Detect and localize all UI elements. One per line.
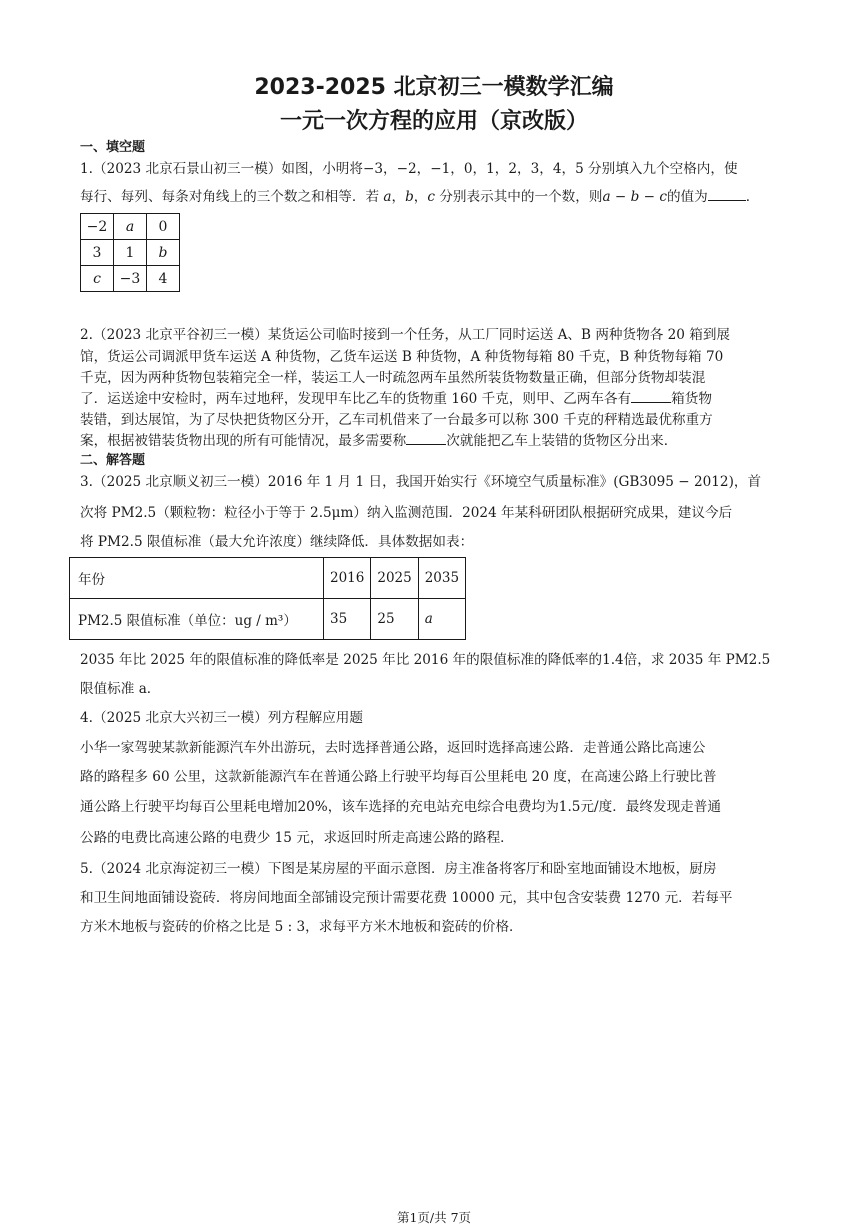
q1-text-mid: 分别表示其中的一个数，则 bbox=[435, 189, 603, 205]
q2-line2: 馆，货运公司调派甲货车运送 A 种货物，乙货车运送 B 种货物，A 种货物每箱 80 千克，B 种货物每箱 70 bbox=[80, 349, 724, 365]
q4-line1: 4.（2025 北京大兴初三一模）列方程解应用题 bbox=[80, 710, 363, 726]
q2-line5: 装错，到达展馆，为了尽快把货物区分开，乙车司机借来了一台最多可以称 300 千克的秤精选最优称重方 bbox=[80, 412, 713, 428]
q5-line3: 方米木地板与瓷砖的价格之比是 5 : 3，求每平方米木地板和瓷砖的价格． bbox=[80, 919, 523, 935]
q1-var-a: a bbox=[383, 189, 392, 205]
q2-line4 bbox=[80, 387, 712, 407]
q1-var-b: b bbox=[405, 189, 414, 205]
table-year: 2016 bbox=[324, 558, 371, 599]
q3-line1: 3.（2025 北京顺义初三一模）2016 年 1 月 1 日，我国开始实行《环境空气质量标准》(GB3095 − 2012)，首 bbox=[80, 474, 762, 490]
q2-line4-text: 了．运送途中安检时，两车过地秤，发现甲车比乙车的货物重 160 千克，则甲、乙两车各有 bbox=[80, 391, 632, 407]
doc-title-line2: 一元一次方程的应用（京改版） bbox=[279, 109, 588, 134]
page-footer: 第1页/共 7页 bbox=[396, 1210, 472, 1225]
pm25-table bbox=[69, 557, 466, 640]
table-header-label: 年份 bbox=[70, 558, 324, 599]
q1-text-post: 的值为 bbox=[666, 189, 708, 205]
grid-cell: a bbox=[114, 214, 147, 240]
table-value: a bbox=[418, 599, 465, 640]
grid-row bbox=[81, 266, 180, 292]
q2-line3: 千克，因为两种货物包装箱完全一样，装运工人一时疏忽两车虽然所装货物数量正确，但部分货物却装混 bbox=[80, 370, 706, 386]
magic-square-grid bbox=[80, 213, 180, 292]
grid-cell: 3 bbox=[81, 240, 114, 266]
q1-sep2: ， bbox=[413, 189, 428, 205]
table-value: 35 bbox=[324, 599, 371, 640]
q1-text-end: ． bbox=[745, 189, 760, 205]
doc-title-line1: 2023-2025 北京初三一模数学汇编 bbox=[254, 75, 614, 100]
q4-line5: 公路的电费比高速公路的电费少 15 元，求返回时所走高速公路的路程． bbox=[80, 830, 514, 846]
q3-line2: 次将 PM2.5（颗粒物：粒径小于等于 2.5μm）纳入监测范围．2024 年某科研团队根据研究成果，建议今后 bbox=[80, 505, 733, 521]
grid-cell: c bbox=[81, 266, 114, 292]
q5-line2: 和卫生间地面铺设瓷砖．将房间地面全部铺设完预计需要花费 10000 元，其中包含安装费 1270 元．若每平 bbox=[80, 890, 733, 906]
q3-line3: 将 PM2.5 限值标准（最大允许浓度）继续降低．具体数据如表： bbox=[80, 534, 474, 550]
q2-line6-text: 案，根据被错装货物出现的所有可能情况，最多需要称 bbox=[80, 433, 407, 449]
table-row-label: PM2.5 限值标准（单位：ug / m³） bbox=[70, 599, 324, 640]
q2-line4-end: 箱货物 bbox=[671, 391, 712, 407]
q1-text-pre: 每行、每列、每条对角线上的三个数之和相等．若 bbox=[80, 189, 384, 205]
table-row bbox=[70, 558, 466, 599]
q1-line2 bbox=[80, 185, 759, 205]
q1-sep1: ， bbox=[391, 189, 406, 205]
grid-cell: 1 bbox=[114, 240, 147, 266]
q3-line4: 2035 年比 2025 年的限值标准的降低率是 2025 年比 2016 年的限值标准的降低率的1.4倍，求 2035 年 PM2.5 bbox=[80, 652, 771, 668]
q2-line6 bbox=[80, 429, 677, 449]
q3-line5: 限值标准 a． bbox=[80, 681, 161, 697]
q4-line3: 路的路程多 60 公里，这款新能源汽车在普通公路上行驶平均每百公里耗电 20 度，在高速公路上行驶比普 bbox=[80, 769, 717, 785]
grid-cell: 4 bbox=[147, 266, 180, 292]
table-year: 2025 bbox=[371, 558, 418, 599]
grid-cell: 0 bbox=[147, 214, 180, 240]
q1-line1: 1.（2023 北京石景山初三一模）如图，小明将−3，−2，−1，0，1，2，3，4，5 分别填入九个空格内，使 bbox=[80, 161, 738, 177]
q2-answer-blank-1[interactable] bbox=[631, 401, 671, 403]
q2-answer-blank-2[interactable] bbox=[406, 443, 446, 445]
q5-line1: 5.（2024 北京海淀初三一模）下图是某房屋的平面示意图．房主准备将客厅和卧室地面铺设木地板，厨房 bbox=[80, 861, 717, 877]
grid-row bbox=[81, 240, 180, 266]
grid-cell: −2 bbox=[81, 214, 114, 240]
q2-line6-end: 次就能把乙车上装错的货物区分出来． bbox=[446, 433, 678, 449]
table-year: 2035 bbox=[418, 558, 465, 599]
q2-line1: 2.（2023 北京平谷初三一模）某货运公司临时接到一个任务，从工厂同时运送 A、B 两种货物各 20 箱到展 bbox=[80, 327, 731, 343]
q1-answer-blank[interactable] bbox=[708, 199, 746, 201]
q4-line2: 小华一家驾驶某款新能源汽车外出游玩，去时选择普通公路，返回时选择高速公路．走普通公路比高速公 bbox=[80, 740, 706, 756]
table-row bbox=[70, 599, 466, 640]
table-value: 25 bbox=[371, 599, 418, 640]
section-heading-fill-in: 一、填空题 bbox=[80, 140, 146, 155]
grid-row bbox=[81, 214, 180, 240]
grid-cell: −3 bbox=[114, 266, 147, 292]
q1-var-c: c bbox=[427, 189, 436, 205]
q1-expression: a − b − c bbox=[602, 189, 667, 205]
grid-cell: b bbox=[147, 240, 180, 266]
q4-line4: 通公路上行驶平均每百公里耗电增加20%，该车选择的充电站充电综合电费均为1.5元/度．最终发现走普通 bbox=[80, 799, 721, 815]
section-heading-solve: 二、解答题 bbox=[80, 453, 146, 468]
